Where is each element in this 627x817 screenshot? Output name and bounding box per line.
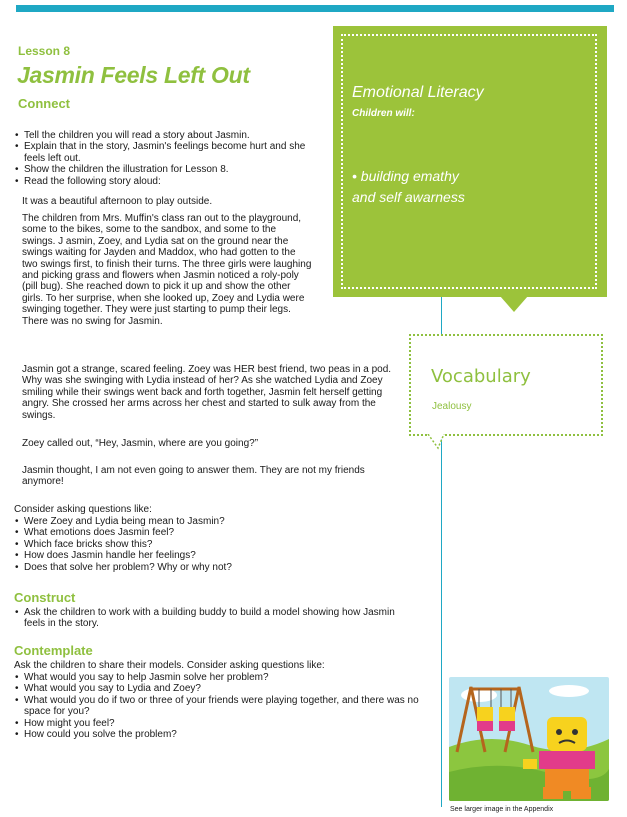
story-paragraph: Jasmin got a strange, scared feeling. Zoey was HER best friend, two peas in a pod. Why was she swinging with Lydia instead of her? As she watched Lydia and Zoey smiling while their swings went back and forth together, Jasmin felt herself getting angry. She crossed her arms across her chest and started to sulk away from the swings. (22, 364, 392, 421)
list-item: • What would you say to help Jasmin solve her problem? (14, 672, 424, 683)
emotional-literacy-subtitle: Children will: (352, 108, 415, 119)
story-paragraph: The children from Mrs. Muffin's class ran out to the playground, some to the bikes, some to the sandbox, and some to the swings. J asmin, Zoey, and Lydia sat on the ground near the swings waiting for Jayden and Maddox, who had gotten to the two swings first, to finish their turns. The three girls were laughing and picking grass and flowers when Jasmin noticed a roly-poly (pill bug). She reached down to pick it up and show the other girls. To her surprise, when she looked up, Zoey and Lydia were swinging together. They were just starting to pump their legs. There was no swing for Jasmin. (22, 213, 312, 327)
callout-tail (500, 296, 528, 312)
list-item: • How does Jasmin handle her feelings? (14, 550, 434, 561)
list-item: • What would you do if two or three of your friends were playing together, and there was no space for you? (14, 695, 424, 718)
list-item: • Explain that in the story, Jasmin's feelings become hurt and she feels left out. (14, 141, 314, 164)
vocabulary-word: Jealousy (432, 401, 472, 412)
lesson-label: Lesson 8 (18, 44, 71, 58)
list-item: • What emotions does Jasmin feel? (14, 527, 434, 538)
vocabulary-title: Vocabulary (431, 366, 531, 387)
list-item: • Show the children the illustration for Lesson 8. (14, 164, 314, 175)
list-item: • Read the following story aloud: (14, 176, 314, 187)
construct-list (14, 607, 414, 630)
emotional-literacy-line: • building emathy (352, 168, 459, 184)
vocabulary-tail (426, 434, 448, 450)
connect-heading: Connect (18, 96, 70, 111)
lesson-title: Jasmin Feels Left Out (17, 62, 250, 88)
contemplate-heading: Contemplate (14, 643, 93, 658)
contemplate-intro: Ask the children to share their models. Consider asking questions like: (14, 660, 325, 671)
list-item: • How might you feel? (14, 718, 424, 729)
emotional-literacy-line: and self awarness (352, 189, 465, 205)
lesson-illustration (449, 677, 609, 801)
story-paragraph: Jasmin thought, I am not even going to answer them. They are not my friends anymore! (22, 465, 365, 488)
story-intro: It was a beautiful afternoon to play outside. (22, 196, 213, 207)
emotional-literacy-border (341, 34, 597, 289)
list-item: • How could you solve the problem? (14, 729, 424, 740)
list-item: • What would you say to Lydia and Zoey? (14, 683, 424, 694)
list-item: • Ask the children to work with a building buddy to build a model showing how Jasmin feels in the story. (14, 607, 414, 630)
list-item: • Tell the children you will read a story about Jasmin. (14, 130, 314, 141)
list-item: • Were Zoey and Lydia being mean to Jasmin? (14, 516, 434, 527)
questions-list (14, 516, 434, 573)
emotional-literacy-title: Emotional Literacy (352, 84, 484, 101)
emotional-literacy-item (352, 166, 532, 208)
construct-heading: Construct (14, 590, 76, 605)
connect-bullet-list (14, 130, 314, 187)
list-item: • Which face bricks show this? (14, 539, 434, 550)
top-rule (16, 5, 614, 12)
list-item: • Does that solve her problem? Why or why not? (14, 562, 434, 573)
contemplate-list (14, 672, 424, 740)
questions-intro: Consider asking questions like: (14, 504, 152, 515)
illustration-caption: See larger image in the Appendix (450, 806, 554, 813)
story-paragraph: Zoey called out, “Hey, Jasmin, where are you going?” (22, 438, 259, 449)
